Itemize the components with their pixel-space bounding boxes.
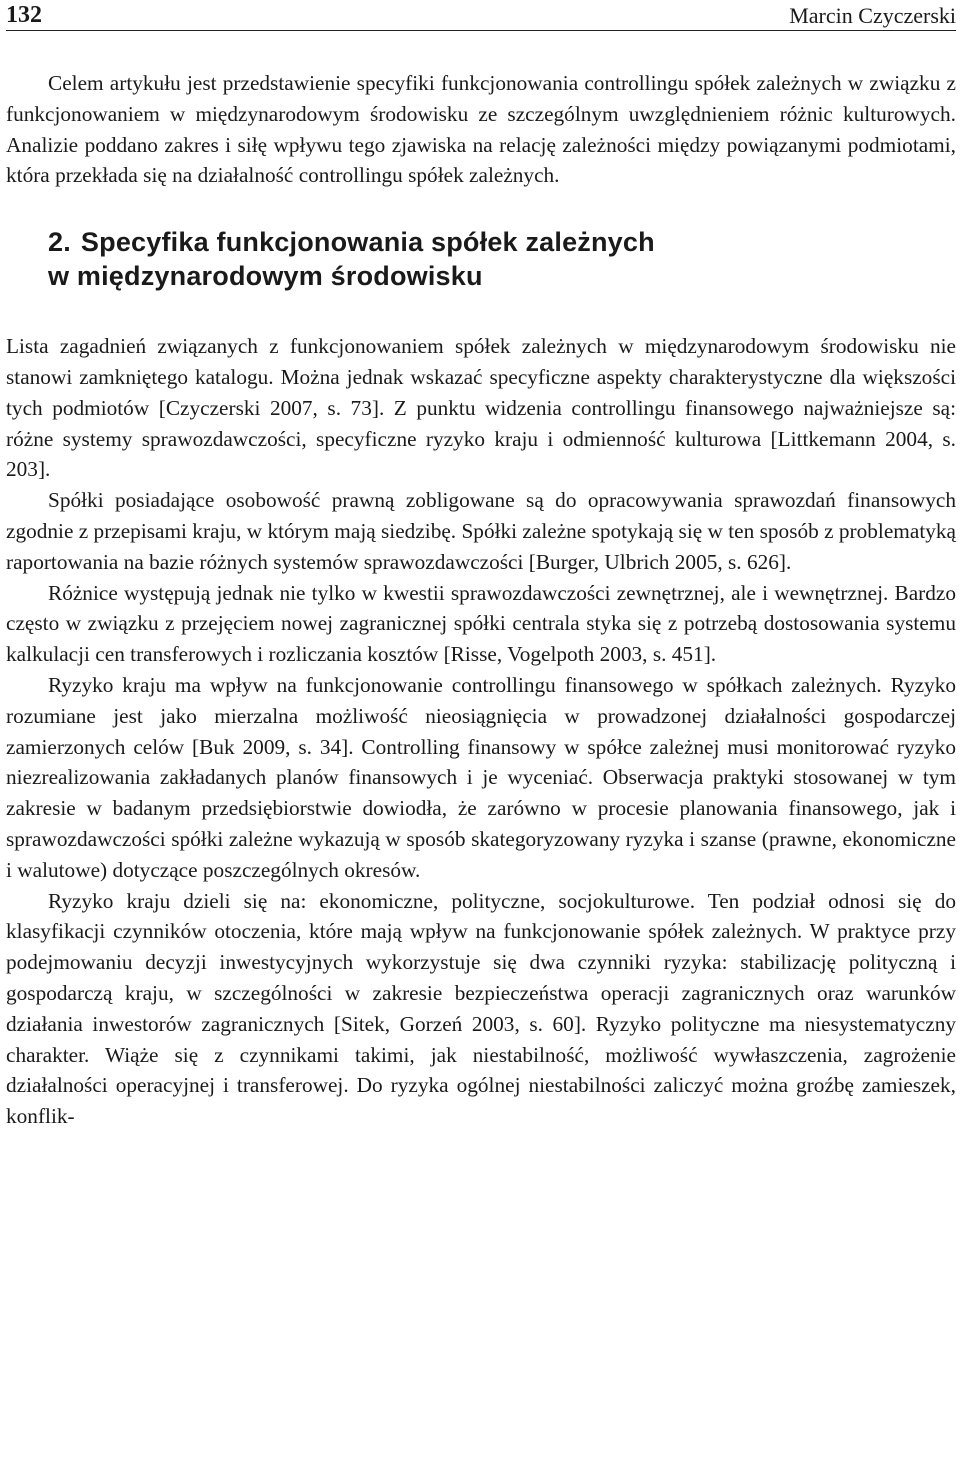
body-paragraph: Ryzyko kraju dzieli się na: ekonomiczne, polityczne, socjokulturowe. Ten podział odnosi się do klasyfikacji czynników otoczenia, które mają wpływ na funkcjonowanie spółek zależnych. W praktyce przy podejmowaniu decyzji inwestycyjnych wykorzystuje się dwa czynniki ryzyka: stabilizację polityczną i gospodarczą kraju, w szczególności w zakresie bezpieczeństwa operacji zagranicznych oraz warunków działania inwestorów zagranicznych [Sitek, Gorzeń 2003, s. 60]. Ryzyko polityczne ma niesystematyczny charakter. Wiąże się z czynnikami takimi, jak niestabilność, możliwość wywłaszczenia, zagrożenie działalności operacyjnej i transferowej. Do ryzyka ogólnej niestabilności zaliczyć można groźbę zamieszek, konflik-	[6, 888, 956, 1129]
section-number: 2.	[48, 227, 71, 258]
body-paragraph: Ryzyko kraju ma wpływ na funkcjonowanie controllingu finansowego w spółkach zależnych. Ryzyko rozumiane jest jako mierzalna możliwość nieosiągnięcia w prowadzonej działalności gospodarczej zamierzonych celów [Buk 2009, s. 34]. Controlling finansowy w spółce zależnej musi monitorować ryzyko niezrealizowania zakładanych planów finansowych i je wyceniać. Obserwacja praktyki stosowanej w tym zakresie w badanym przedsiębiorstwie dowiodła, że zarówno w procesie planowania finansowego, jak i sprawozdawczości spółki zależne wykazują w sposób skategoryzowany ryzyka i szanse (prawne, ekonomiczne i walutowe) dotyczące poszczególnych okresów.	[6, 672, 956, 882]
section-heading	[6, 225, 956, 293]
author-name: Marcin Czyczerski	[789, 3, 956, 28]
page-number: 132	[6, 2, 42, 28]
body-paragraph: Lista zagadnień związanych z funkcjonowaniem spółek zależnych w międzynarodowym środowisku nie stanowi zamkniętego katalogu. Można jednak wskazać specyficzne aspekty charakterystyczne dla większości tych podmiotów [Czyczerski 2007, s. 73]. Z punktu widzenia controllingu finansowego najważniejsze są: różne systemy sprawozdawczości, specyficzne ryzyko kraju i odmienność kulturowa [Littkemann 2004, s. 203].	[6, 334, 956, 482]
document-page	[6, 0, 956, 1462]
body-paragraph: Różnice występują jednak nie tylko w kwestii sprawozdawczości zewnętrznej, ale i wewnętrznej. Bardzo często w związku z przejęciem nowej zagranicznej spółki centrala styka się z potrzebą dostosowania systemu kalkulacji cen transferowych i rozliczania kosztów [Risse, Vogelpoth 2003, s. 451].	[6, 580, 956, 667]
section-title-line2: w międzynarodowym środowisku	[48, 261, 483, 292]
running-header	[6, 0, 956, 31]
body-paragraph: Spółki posiadające osobowość prawną zobligowane są do opracowywania sprawozdań finansowych zgodnie z przepisami kraju, w którym mają siedzibę. Spółki zależne spotykają się w ten sposób z problematyką raportowania na bazie różnych systemów sprawozdawczości [Burger, Ulbrich 2005, s. 626].	[6, 488, 956, 574]
intro-paragraph: Celem artykułu jest przedstawienie specyfiki funkcjonowania controllingu spółek zależnych w związku z funkcjonowaniem w międzynarodowym środowisku ze szczególnym uwzględnieniem różnic kulturowych. Analizie poddano zakres i siłę wpływu tego zjawiska na relację zależności między powiązanymi podmiotami, która przekłada się na działalność controllingu spółek zależnych.	[6, 71, 956, 188]
section-title-line1: Specyfika funkcjonowania spółek zależnych	[80, 227, 655, 258]
